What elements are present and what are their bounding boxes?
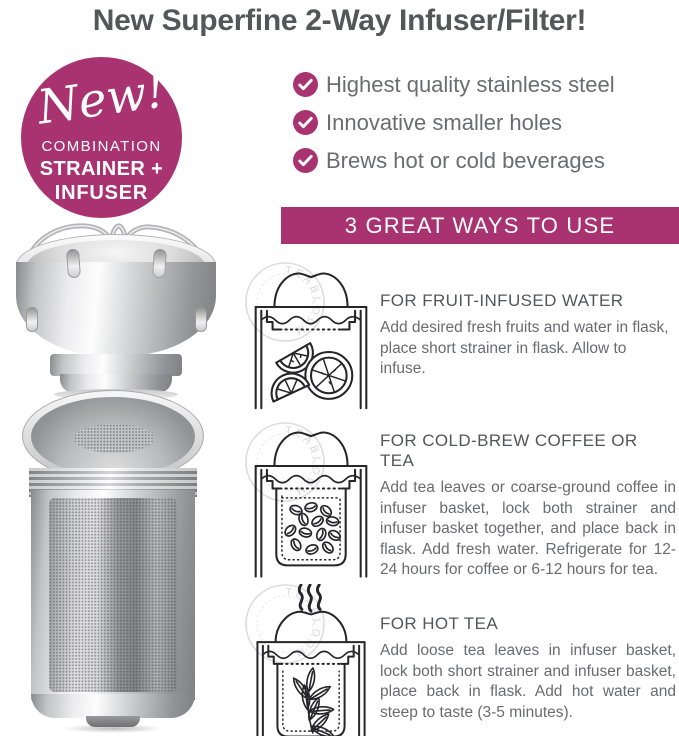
- ways-to-use-banner: 3 GREAT WAYS TO USE: [281, 207, 679, 244]
- bowl-handle-hook-left: [66, 249, 81, 279]
- bowl-neck: [50, 354, 182, 376]
- feature-item: [293, 148, 615, 173]
- coffee-beans-flask-icon: [249, 421, 373, 586]
- bowl-handle-hook-right: [152, 249, 167, 279]
- section-body: Add desired fresh fruits and water in flask, place short strainer in flask. Allow to infuse.: [380, 319, 669, 377]
- feature-label: Highest quality stainless steel: [326, 71, 615, 97]
- watermark-text: TEABLOOM: [284, 264, 323, 338]
- check-icon: [293, 72, 318, 97]
- feature-item: [293, 72, 615, 97]
- new-badge: [21, 57, 182, 218]
- badge-new-script: New!: [34, 63, 169, 136]
- check-icon: [293, 110, 318, 135]
- fruit-infused-water-flask-icon: [249, 262, 373, 412]
- section-body: Add loose tea leaves in infuser basket, lock both short strainer and infuser basket, place back in flask. Add hot water and steep to taste (3-5 minutes).: [380, 642, 676, 721]
- section-hot-tea: [380, 614, 676, 723]
- basket-shadow: [62, 724, 164, 733]
- section-heading: FOR HOT TEA: [380, 614, 499, 633]
- strainer-bowl-photo: [14, 212, 218, 394]
- feature-item: [293, 110, 615, 135]
- section-heading: FOR COLD-BREW COFFEE OR TEA: [380, 431, 638, 470]
- section-heading: FOR FRUIT-INFUSED WATER: [380, 291, 624, 310]
- badge-combination-label: COMBINATION: [41, 138, 162, 155]
- bowl-slot-left: [26, 307, 38, 332]
- badge-strainer-label: STRAINER +: [39, 158, 164, 180]
- infuser-basket-photo: [22, 390, 206, 736]
- hot-tea-leaves-flask-icon: [251, 584, 371, 736]
- section-cold-brew: [380, 431, 676, 581]
- check-icon: [293, 148, 318, 173]
- bowl-slot-right: [195, 307, 207, 332]
- watermark-text: TEABLOOM: [284, 586, 323, 660]
- badge-infuser-label: INFUSER: [54, 182, 149, 204]
- section-body: Add tea leaves or coarse-ground coffee in infuser basket, lock both strainer and infuser basket together, and place back in flask. Add fresh water. Refrigerate for 12-24 hours for coffee or 6-12 hours for tea.: [380, 479, 676, 578]
- page-title: New Superfine 2-Way Infuser/Filter!: [92, 4, 587, 37]
- feature-list: [293, 72, 615, 186]
- bowl-body: [16, 262, 216, 356]
- feature-label: Brews hot or cold beverages: [326, 147, 605, 173]
- basket-bottom: [31, 694, 195, 718]
- basket-mesh-floor: [74, 424, 154, 453]
- section-fruit-infused-water: [380, 291, 676, 380]
- basket-mesh-wall: [49, 498, 177, 692]
- feature-label: Innovative smaller holes: [326, 109, 563, 135]
- watermark-text: TEABLOOM: [284, 424, 323, 498]
